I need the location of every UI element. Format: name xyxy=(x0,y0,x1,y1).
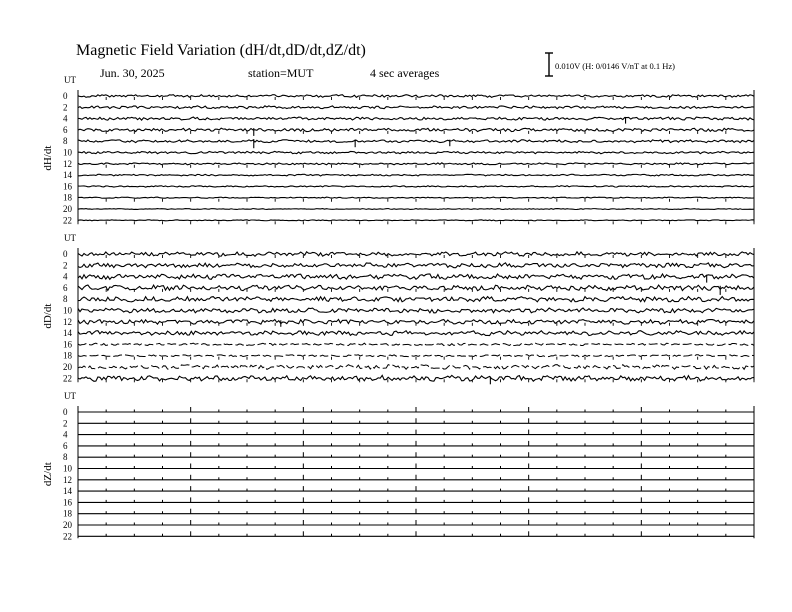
row-tick-label: 4 xyxy=(63,429,68,440)
date-label: Jun. 30, 2025 xyxy=(100,66,165,80)
trace-row xyxy=(78,220,754,221)
trace-row xyxy=(78,274,754,279)
trace-row xyxy=(78,297,754,302)
row-tick-label: 22 xyxy=(63,373,72,384)
trace-row xyxy=(78,163,754,165)
scale-bar xyxy=(545,53,675,76)
row-tick-label: 20 xyxy=(63,520,72,530)
trace-row xyxy=(78,365,754,370)
row-tick-label: 6 xyxy=(63,124,68,135)
row-tick-label: 14 xyxy=(63,170,72,181)
ut-axis-label: UT xyxy=(64,233,76,243)
row-tick-label: 2 xyxy=(63,102,68,113)
trace-row xyxy=(78,343,754,345)
row-tick-label: 0 xyxy=(63,407,68,417)
row-tick-label: 8 xyxy=(63,294,68,305)
panels xyxy=(42,75,754,541)
panel-dddt xyxy=(42,233,754,384)
trace-row xyxy=(78,186,754,187)
row-tick-label: 10 xyxy=(63,463,72,474)
row-tick-label: 4 xyxy=(63,113,68,124)
row-tick-label: 18 xyxy=(63,508,72,519)
row-tick-label: 12 xyxy=(63,474,72,485)
chart-title: Magnetic Field Variation (dH/dt,dD/dt,dZ/dt) xyxy=(76,42,366,59)
row-tick-label: 16 xyxy=(63,181,72,192)
trace-row xyxy=(78,140,754,143)
panel-ylabel: dH/dt xyxy=(42,145,54,171)
row-tick-label: 20 xyxy=(63,204,72,214)
ut-axis-label: UT xyxy=(64,75,76,85)
ut-axis-label: UT xyxy=(64,391,76,401)
trace-row xyxy=(78,263,754,268)
trace-row xyxy=(78,331,754,336)
row-tick-label: 10 xyxy=(63,305,72,316)
row-tick-label: 14 xyxy=(63,486,72,497)
row-tick-label: 10 xyxy=(63,147,72,158)
trace-row xyxy=(78,355,754,357)
row-tick-label: 14 xyxy=(63,328,72,339)
row-tick-label: 20 xyxy=(63,362,72,372)
row-tick-label: 12 xyxy=(63,158,72,169)
row-tick-label: 6 xyxy=(63,440,68,451)
trace-row xyxy=(78,197,754,198)
row-tick-label: 8 xyxy=(63,136,68,147)
row-tick-label: 2 xyxy=(63,418,68,429)
station-label: station=MUT xyxy=(248,66,314,80)
row-tick-label: 22 xyxy=(63,531,72,542)
row-tick-label: 2 xyxy=(63,260,68,271)
panel-dzdt xyxy=(42,391,754,541)
trace-row xyxy=(78,308,754,313)
averaging-label: 4 sec averages xyxy=(370,66,440,80)
row-tick-label: 12 xyxy=(63,316,72,327)
row-tick-label: 16 xyxy=(63,339,72,350)
scale-bar-label: 0.010V (H: 0/0146 V/nT at 0.1 Hz) xyxy=(555,61,675,71)
row-tick-label: 0 xyxy=(63,249,68,259)
trace-row xyxy=(78,117,754,120)
row-tick-label: 6 xyxy=(63,282,68,293)
trace-row xyxy=(78,174,754,176)
row-tick-label: 22 xyxy=(63,215,72,226)
row-tick-label: 18 xyxy=(63,350,72,361)
row-tick-label: 16 xyxy=(63,497,72,508)
panel-dhdt xyxy=(42,75,754,225)
trace-row xyxy=(78,106,754,109)
row-tick-label: 0 xyxy=(63,91,68,101)
trace-row xyxy=(78,95,754,98)
row-tick-label: 4 xyxy=(63,271,68,282)
panel-ylabel: dD/dt xyxy=(42,303,54,329)
trace-row xyxy=(78,151,754,153)
row-tick-label: 18 xyxy=(63,192,72,203)
panel-ylabel: dZ/dt xyxy=(42,462,54,487)
row-tick-label: 8 xyxy=(63,452,68,463)
trace-row xyxy=(78,209,754,210)
